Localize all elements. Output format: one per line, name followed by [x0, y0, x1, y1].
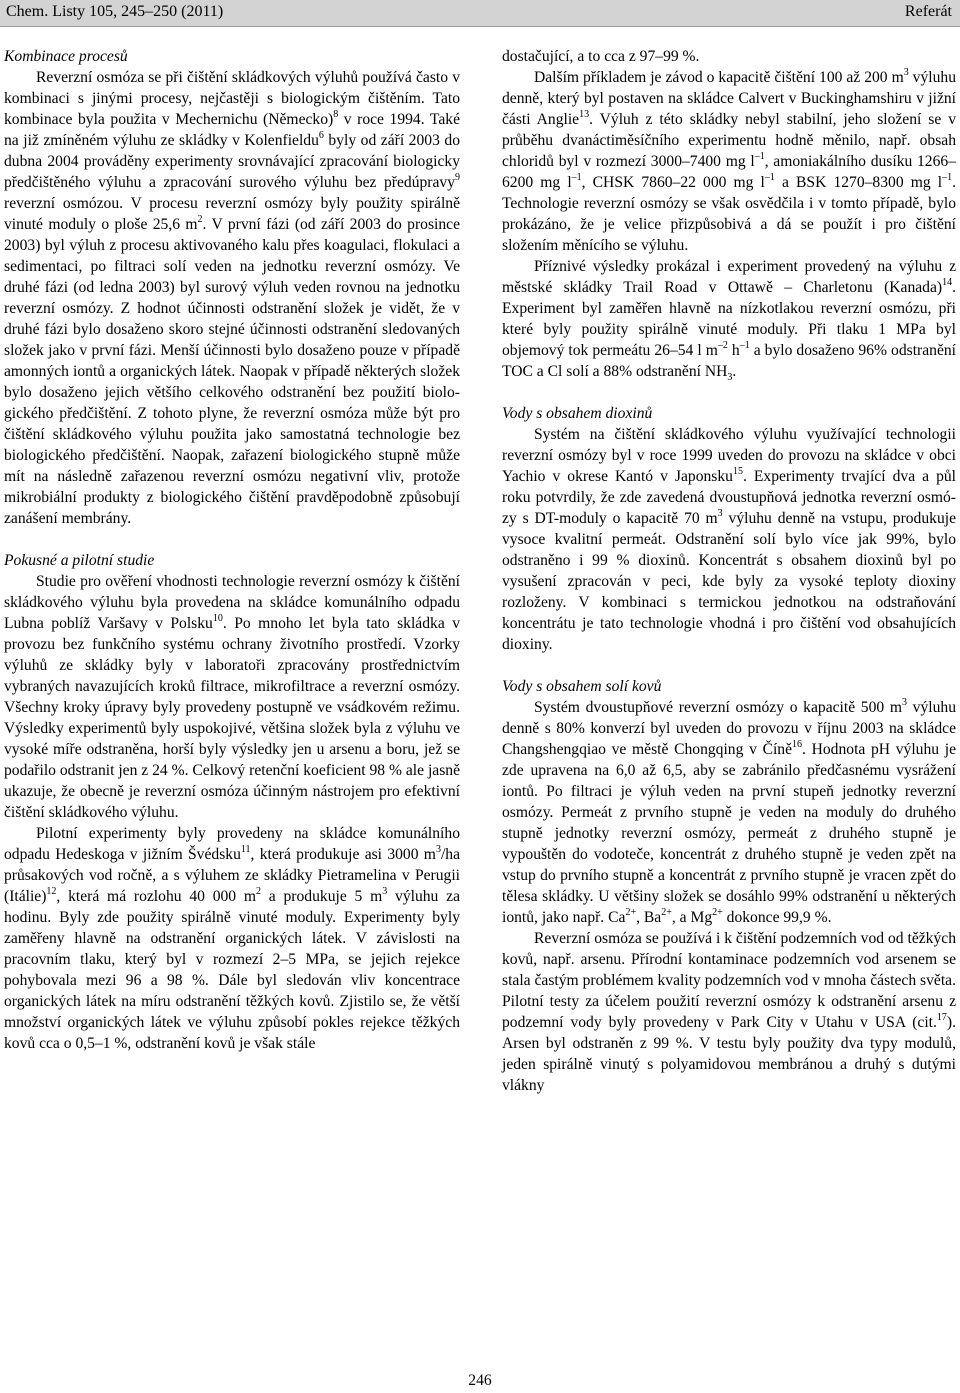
citation-ref: 15	[732, 465, 743, 477]
section-heading-pokusne: Pokusné a pilotní studie	[4, 552, 155, 569]
section-heading-kombinace: Kombinace procesů	[4, 48, 128, 65]
section-heading-dioxiny: Vody s obsahem dioxinů	[502, 405, 653, 422]
paragraph: dostačující, a to cca z 97–99 %.	[502, 48, 700, 65]
citation-ref: 8	[333, 108, 339, 120]
paragraph: Systém na čištění skládkového výluhu využívající technologii reverzní osmózy byl v roce 1999 uveden do provozu na skládce v obci Yachio v okrese Kantó v Japonsku$^{15}$. Experimenty trvající dva a půl roku potvrdily, že zde zavedená dvoustupňová jednotka reverzní osmózy s DT-moduly o kapacitě 70 $m^3$ výluhu denně na vstupu, produkuje vysoce kvalitní permeát. Odstranění solí bylo více jak 99%, bylo odstraněno i 99 % dioxinů. Koncentrát s obsahem dioxinů byl po vysušení zpracován v peci, kde byly za vysoké teploty dioxiny rozloženy. V kombinaci s termickou jednotkou na odstraňování koncentrátu je tato technologie vhodná i pro čištění vod obsahujících dioxiny.	[502, 426, 956, 653]
section-heading-soli-kovu: Vody s obsahem solí kovů	[502, 678, 662, 695]
paragraph: Studie pro ověření vhodnosti technologie reverzní osmózy k čištění skládkového výluhu byla provedena na skládce komunálního odpadu Lubna poblíž Varšavy v Polsku$^{10}$. Po mnoho let byla tato skládka v provozu bez funkčního systému ochrany životního prostředí. Vzorky výluhů ze skládky byly v laboratoři zpracovány prostřednictvím vybraných navazujících kroků filtrace, mikrofiltrace a reverzní osmózy. Všechny kroky úpravy byly provedeny postupně ve vsádkovém režimu. Výsledky experimentů byly uspokojivé, většina složek byla z výluhu ve vysoké míře odstraněna, horší byly výsledky jen u arsenu a boru, jež se podařilo odstranit jen z 24 %. Celkový retenční koeficient 98 % ale jasně ukazuje, že obecně je reverzní osmóza účinným nástrojem pro efektivní čištění skládkového výluhu.	[4, 573, 460, 821]
right-column	[502, 46, 956, 1096]
citation-ref: 16	[792, 738, 803, 750]
citation-ref: 12	[46, 885, 57, 897]
citation-ref: 14	[942, 276, 953, 288]
paragraph: Příznivé výsledky prokázal i experiment provedený na výluhu z městské skládky Trail Road v Ottawě – Charletonu (Kanada)$^{14}$. Experiment byl zaměřen hlavně na nízkotlakou reverzní osmózu, při které byly použity spirálně vinuté moduly. Při tlaku 1 MPa byl objemový tok permeátu 26–54 l $m^{-2}$ $h^{-1}$ a bylo dosaženo 96% odstranění TOC a Cl solí a 88% odstranění $NH_3$.	[502, 258, 956, 384]
paragraph: Reverzní osmóza se při čištění skládkových výluhů používá často v kombinaci s jinými procesy, nejčastěji s biologickým čištěním. Tato kombinace byla použita v Mechernichu (Německo)$^8$ v roce 1994. Také na již zmíněném výluhu ze skládky v Kolenfieldu$^6$ byly od září 2003 do dubna 2004 prováděny experimenty srovnávající zpracování biologicky předčištěného výluhu a zpracování surového výluhu bez předúpravy$^9$ reverzní osmózou. V procesu reverzní osmózy byly použity spirálně vinuté moduly o ploše 25,6 $m^2$. V první fázi (od září 2003 do prosince 2003) byl výluh z procesu aktivovaného kalu přes koagulaci, flokulaci a sedimentaci, po filtraci solí veden na jednotku reverzní osmózy. Ve druhé fázi (od ledna 2003) byl surový výluh veden rovnou na jednotku reverzní osmózy. Z hodnot účinnosti odstranění složek je vidět, že v druhé fázi bylo dosaženo skoro stejné účinnosti odstranění sledovaných složek jako v první fázi. Menší účinnosti bylo dosaženo pouze v případě amonných iontů a organických látek. Naopak v případě některých složek bylo dosaženo jejich většího celkového odstranění bez použití biologického předčištění. Z tohoto plyne, že reverzní osmóza může být pro čištění skládkového výluhu použita jako samostatná technologie bez biologického předčištění. Naopak, zařazení biologického stupně může mít na následně zařazenou reverzní osmózu negativní vliv, protože mikrobiální produkty z biologického čištění pravděpodobně způsobují zanášení membrány.	[4, 69, 460, 527]
left-column	[4, 46, 460, 1054]
journal-citation: Chem. Listy 105, 245–250 (2011)	[6, 3, 224, 20]
paragraph: Pilotní experimenty byly provedeny na skládce komunálního odpadu Hedeskoga v jižním Švédsku$^{11}$, která produkuje asi 3000 $m^3/ha$ průsakových vod ročně, a s výluhem ze skládky Pietramelina v Perugii (Itálie)$^{12}$, která má rozlohu 40 000 $m^2$ a produkuje 5 $m^3$ výluhu za hodinu. Byly zde použity spirálně vinuté moduly. Experimenty byly zaměřeny hlavně na odstranění organických látek. V závislosti na pracovním tlaku, který byl v rozmezí 2–5 MPa, se jejich rejekce pohybovala mezi 96 a 98 %. Dále byl sledován vliv koncentrace organických látek na míru odstranění těžkých kovů. Zjistilo se, že větší množství organických látek ve výluhu způsobí pokles rejekce těžkých kovů cca o 0,5–1 %, odstranění kovů je však stále	[4, 825, 460, 1052]
running-header	[0, 0, 960, 27]
page-number: 246	[468, 1372, 492, 1389]
citation-ref: 11	[240, 843, 251, 855]
citation-ref: 17	[936, 1011, 947, 1023]
citation-ref: 9	[455, 171, 460, 183]
citation-ref: 6	[318, 129, 324, 141]
section-label: Referát	[904, 3, 952, 20]
paragraph: Reverzní osmóza se používá i k čištění podzemních vod od těžkých kovů, např. arsenu. Přírodní kontaminace podzemních vod arsenem se stala častým problémem kvality podzemních vod v mnoha částech světa. Pilotní testy za účelem použití reverzní osmózy k odstranění arsenu z podzemní vody byly provedeny v Park City v Utahu v USA (cit.$^{17}$). Arsen byl odstraněn z 99 %. V testu byly použity dva typy modulů, jeden spirálně vinutý s polyamidovou membránou a druhý s dutými vlákny	[502, 930, 956, 1094]
paragraph: Dalším příkladem je závod o kapacitě čištění 100 až 200 $m^3$ výluhu denně, který byl postaven na skládce Calvert v Buckinghamshiru v jižní části Anglie$^{13}$. Výluh z této skládky nebyl stabilní, jeho složení se v průběhu dvanáctiměsíčního experimentu hodně měnilo, např. obsah chloridů byl v rozmezí 3000–7400 mg $l^{-1}$, amoniakálního dusíku 1266–6200 mg $l^{-1}$, CHSK 7860–22 000 mg $l^{-1}$ a BSK 1270–8300 mg $l^{-1}$. Technologie reverzní osmózy se však osvědčila i v tomto případě, bylo prokázáno, že je velice přizpůsobivá a dá se použít i pro čištění složením měnícího se výluhu.	[502, 66, 956, 254]
citation-ref: 13	[579, 108, 590, 120]
paragraph: Systém dvoustupňové reverzní osmózy o kapacitě 500 $m^3$ výluhu denně s 80% konverzí byl uveden do provozu v říjnu 2003 na skládce Changshengqiao ve městě Chongqing v Číně$^{16}$. Hodnota pH výluhu je zde upravena na 6,0 až 6,5, aby se zabránilo předčasnému vysrážení iontů. Po filtraci je výluh veden na první stupeň jednotky reverzní osmózy. Permeát z prvního stupně je veden na moduly do druhého stupně jednotky reverzní osmózy, permeát z druhého stupně je vypouštěn do vodoteče, koncentrát z druhého stupně je veden zpět na vstup do prvního stupně a koncentrát z prvního stupně je vracen zpět do tělesa skládky. U většiny složek se dosáhlo 99% odstranění u některých iontů, jako např. $Ca^{2+}$, $Ba^{2+}$, a $Mg^{2+}$ dokonce 99,9 %.	[502, 696, 957, 926]
citation-ref: 10	[212, 612, 223, 624]
